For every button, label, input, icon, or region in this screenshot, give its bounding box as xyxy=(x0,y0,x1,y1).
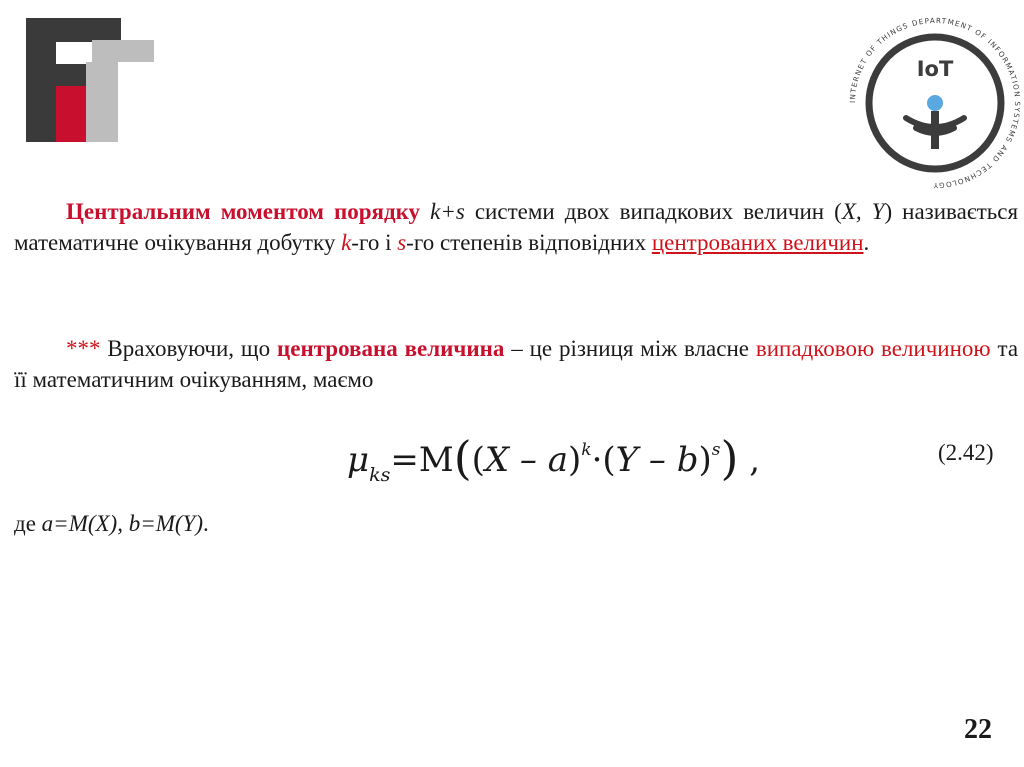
paren: ) xyxy=(568,440,582,480)
paren: ) xyxy=(698,440,712,480)
paren: ( xyxy=(602,440,616,480)
paren: ) xyxy=(720,431,739,485)
text: системи двох випадкових величин ( xyxy=(474,199,842,224)
text: – це різниця між власне xyxy=(511,336,749,361)
text: та її математичним очікуванням, маємо xyxy=(14,336,1019,392)
equation-number: (2.42) xyxy=(938,440,994,465)
power-k: k xyxy=(581,440,592,460)
paren: ( xyxy=(453,431,472,485)
text: -го і xyxy=(351,230,392,255)
paren: ( xyxy=(471,440,485,480)
s-variable: s xyxy=(397,230,407,255)
iot-department-seal xyxy=(846,14,1024,192)
where-line xyxy=(14,508,209,539)
definition-paragraph xyxy=(14,196,1018,258)
text: =M xyxy=(390,440,454,480)
random-value-term: випадковою величиною xyxy=(755,336,991,361)
x-minus-a: X – a xyxy=(484,440,568,480)
centered-values-link[interactable]: центрованих величин xyxy=(651,230,864,255)
seal-center-text: IoT xyxy=(916,57,954,81)
y-minus-b: Y – b xyxy=(615,440,699,480)
text: де xyxy=(14,511,36,536)
seal-ring-text: INTERNET OF THINGS DEPARTMENT OF INFORMATION SYSTEMS AND TECHNOLOGY xyxy=(847,15,1023,191)
fit-logo xyxy=(22,14,154,146)
text: . xyxy=(203,511,209,536)
text: ) називається математичне очікування добутку xyxy=(14,199,1019,255)
text: Враховуючи, що xyxy=(107,336,271,361)
stars-marker: *** xyxy=(66,336,101,361)
text: -го степенів відповідних xyxy=(406,230,647,255)
dot: · xyxy=(591,440,603,480)
comma: , xyxy=(749,440,761,480)
note-paragraph xyxy=(14,333,1018,395)
order-k-plus-s: k+s xyxy=(430,199,465,224)
k-variable: k xyxy=(341,230,352,255)
page-number: 22 xyxy=(964,714,992,745)
central-moment-term: Центральним моментом порядку xyxy=(66,199,421,224)
mu-symbol: μ xyxy=(347,440,370,480)
formula-2-42 xyxy=(347,425,760,485)
mu-subscript: ks xyxy=(369,464,391,486)
text: . xyxy=(863,230,870,255)
ab-definition: a=M(X), b=M(Y) xyxy=(41,511,204,536)
xy-pair: X, Y xyxy=(841,199,885,224)
centered-value-term: центрована величина xyxy=(277,336,505,361)
power-s: s xyxy=(711,440,721,460)
